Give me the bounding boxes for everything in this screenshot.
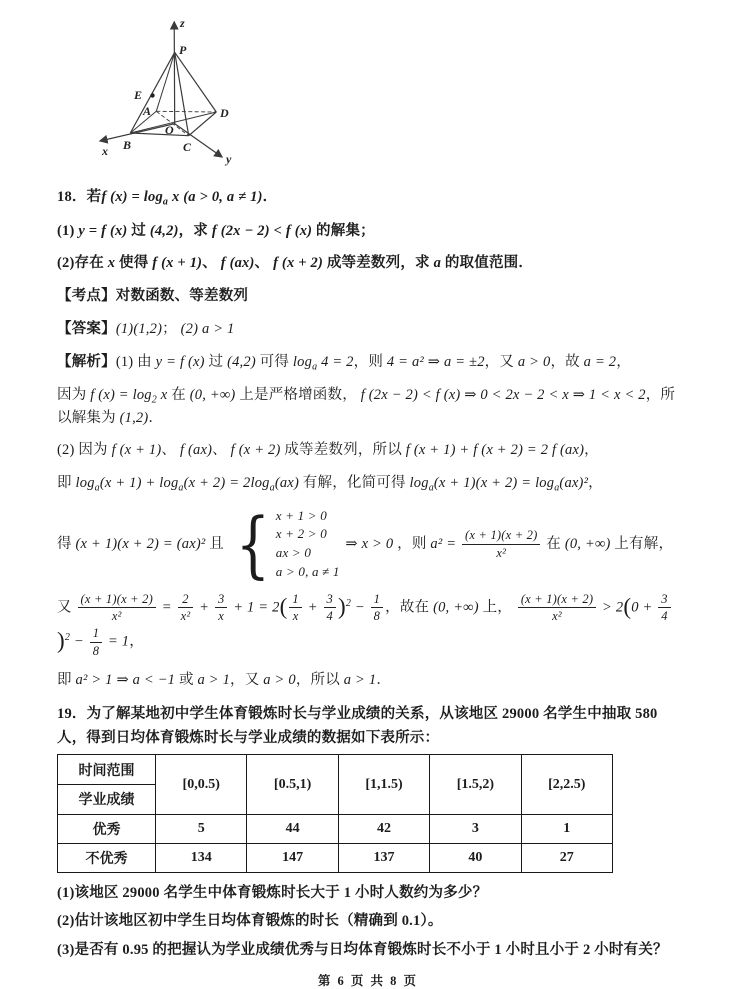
problem18-part1: (1) y = f (x) 过 (4,2)，求 f (2x − 2) < f (x) 的解集； <box>57 222 375 239</box>
table-cell: 42 <box>338 815 429 844</box>
edge-PD <box>175 52 217 112</box>
problem18-solution-line1: 【解析】(1) 由 y = f (x) 过 (4,2) 可得 $\log_a 4 = 2$，则 4 = a² ⇒ a = ±2，又 a > 0，故 a = 2， <box>57 353 631 372</box>
row-label: 不优秀 <box>58 844 156 873</box>
exercise-performance-table <box>57 754 613 873</box>
table-cell: 44 <box>247 815 338 844</box>
edge-BC <box>130 133 188 136</box>
label-x: x <box>102 144 108 158</box>
x-axis <box>100 124 175 141</box>
label-E: E <box>134 88 143 102</box>
label-C: C <box>183 140 192 154</box>
problem19-question2: (2)估计该地区初中学生日均体育锻炼的时长（精确到 0.1）。 <box>57 913 443 930</box>
problem18-solution-line3: (2) 因为 f (x + 1)、 f (ax)、 f (x + 2) 成等差数列，所以 f (x + 1) + f (x + 2) = 2 f (ax)， <box>57 442 599 459</box>
problem19-stem: 19．为了解某地初中学生体育锻炼时长与学业成绩的关系，从该地区 29000 名学生中抽取 580 人，得到日均体育锻炼时长与学业成绩的数据如下表所示： <box>57 705 658 746</box>
label-P: P <box>179 43 187 57</box>
column-header: [0,0.5) <box>156 755 247 815</box>
table-cell: 134 <box>156 844 247 873</box>
problem19-question1: (1)该地区 29000 名学生中体育锻炼时长大于 1 小时人数约为多少？ <box>57 885 488 902</box>
problem18-stem: 18．若f $(x) = \log_a x$ (a > 0, a ≠ 1)． <box>57 189 278 208</box>
table-row-excellent <box>58 815 613 844</box>
label-O: O <box>165 123 174 137</box>
column-header: [2,2.5) <box>521 755 612 815</box>
problem18-solution-line4: 即 $\log_a(x + 1) + \log_a(x + 2) = 2\log_a(ax)$ 有解，化简可得 $\log_a(x + 1)(x + 2) = \log_a(ax)^2$， <box>57 475 603 494</box>
problem18-answer: 【答案】(1)(1,2)； (2) a > 1 <box>57 320 235 337</box>
label-A: A <box>143 104 152 118</box>
table-cell: 137 <box>338 844 429 873</box>
column-header: [1,1.5) <box>338 755 429 815</box>
row-label: 优秀 <box>58 815 156 844</box>
corner-label-time-range: 时间范围 <box>58 755 155 785</box>
page-number-footer: 第 6 页 共 8 页 <box>317 973 419 988</box>
problem18-topics: 【考点】对数函数、等差数列 <box>57 288 249 304</box>
problem18-solution-line6: 又 $\frac{(x + 1)(x + 2)}{\text{x²}}$ = $\frac{2}{\text{x²}}$ + $\frac{3}{x}$ + 1 = 2( $\frac{1}{x}$ + $\frac{3}{4}$ )$^2$ − $\frac{1}{8}$ ，故在 (0, +∞) 上， $\frac{(x + 1)(x + 2)}{\text{x²}}$ > 2(0 + $\frac{3}{4}$ )$^2$ − $\frac{1}{8}$ = 1， <box>57 590 679 659</box>
edge-AD-hidden <box>156 111 216 112</box>
problem18-solution-line2: 因为 f $(x) = \log_2 x$ 在 (0, +∞) 上是严格增函数， f (2x − 2) < f (x) ⇒ 0 < 2x − 2 < x ⇒ 1 < x < 2，所以解集为 (1,2)． <box>57 387 676 426</box>
corner-label-academic-result: 学业成绩 <box>78 793 135 809</box>
edge-PC <box>175 52 189 135</box>
label-D: D <box>220 106 229 120</box>
label-z: z <box>180 16 185 30</box>
pyramid-figure <box>67 8 679 181</box>
table-corner-cell <box>58 755 156 815</box>
z-axis <box>174 22 175 124</box>
label-B: B <box>123 138 132 152</box>
problem19-question3: (3)是否有 0.95 的把握认为学业成绩优秀与日均体育锻炼时长不小于 1 小时且小于 2 小时有关？ <box>57 941 668 958</box>
table-row-not-excellent <box>58 844 613 873</box>
problem18-solution-line5: 得 (x + 1)(x + 2) = (ax)² 且 { x + 1 > 0 x + 2 > 0 ax > 0 a > 0, a ≠ 1 ⇒ x > 0 ，则 a² = $\frac{(x + 1)(x + 2)}{\text{x²}}$ 在 (0, +∞) 上有解， <box>57 501 674 586</box>
table-cell: 5 <box>156 815 247 844</box>
problem18-solution-line7: 即 a² > 1 ⇒ a < −1 或 a > 1，又 a > 0，所以 a > 1． <box>57 671 392 688</box>
table-cell: 27 <box>521 844 612 873</box>
table-header-row <box>58 755 613 815</box>
label-y: y <box>226 152 232 166</box>
table-cell: 1 <box>521 815 612 844</box>
problem18-part2: (2)存在 x 使得 f (x + 1)、 f (ax)、 f (x + 2) 成等差数列，求 a 的取值范围． <box>57 255 534 272</box>
point-E-dot <box>150 93 154 97</box>
table-cell: 40 <box>430 844 521 873</box>
column-header: [0.5,1) <box>247 755 338 815</box>
pyramid-svg <box>67 8 367 176</box>
column-header: [1.5,2) <box>430 755 521 815</box>
table-cell: 3 <box>430 815 521 844</box>
table-cell: 147 <box>247 844 338 873</box>
y-axis <box>175 124 222 157</box>
